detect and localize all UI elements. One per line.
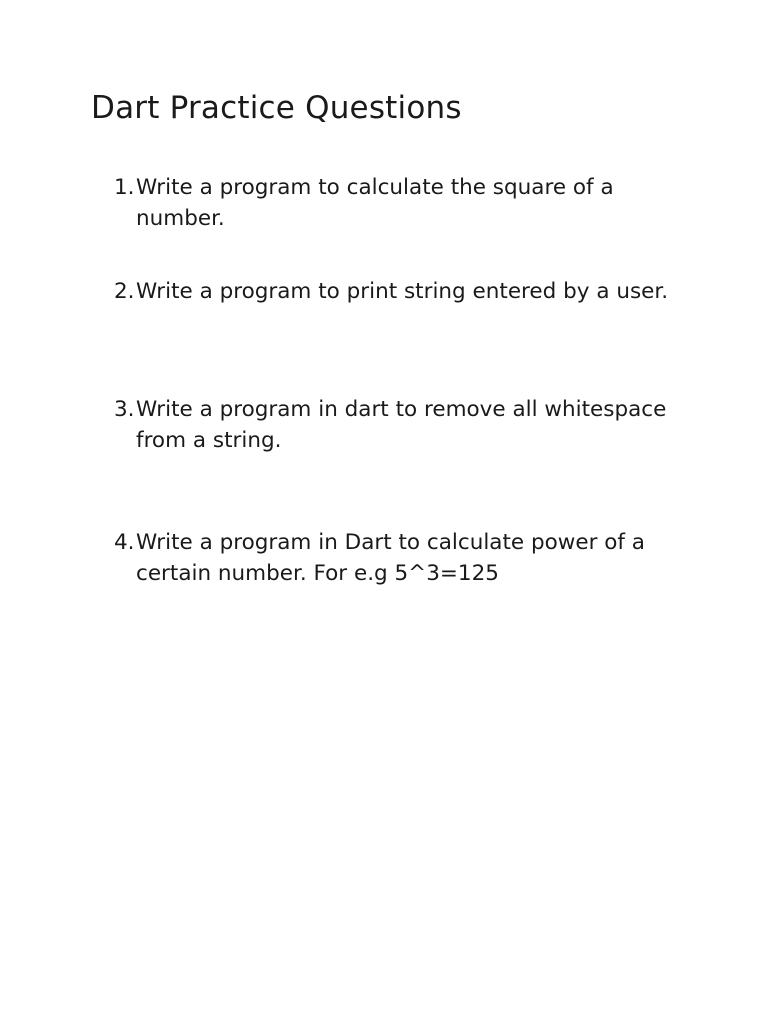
question-text: Write a program in dart to remove all whitespace from a string.	[136, 397, 667, 453]
question-number: 3.	[114, 397, 135, 422]
question-text: Write a program in Dart to calculate power of a certain number. For e.g 5^3=125	[136, 530, 645, 586]
question-item-1	[114, 172, 694, 234]
question-number: 4.	[114, 530, 135, 555]
question-number: 1.	[114, 175, 135, 200]
page-title: Dart Practice Questions	[91, 90, 462, 126]
question-item-3	[114, 394, 694, 456]
question-text: Write a program to print string entered by a user.	[136, 279, 669, 304]
question-item-4	[114, 527, 694, 589]
question-item-2	[114, 276, 694, 307]
question-text: Write a program to calculate the square of a number.	[136, 175, 614, 231]
question-number: 2.	[114, 279, 135, 304]
